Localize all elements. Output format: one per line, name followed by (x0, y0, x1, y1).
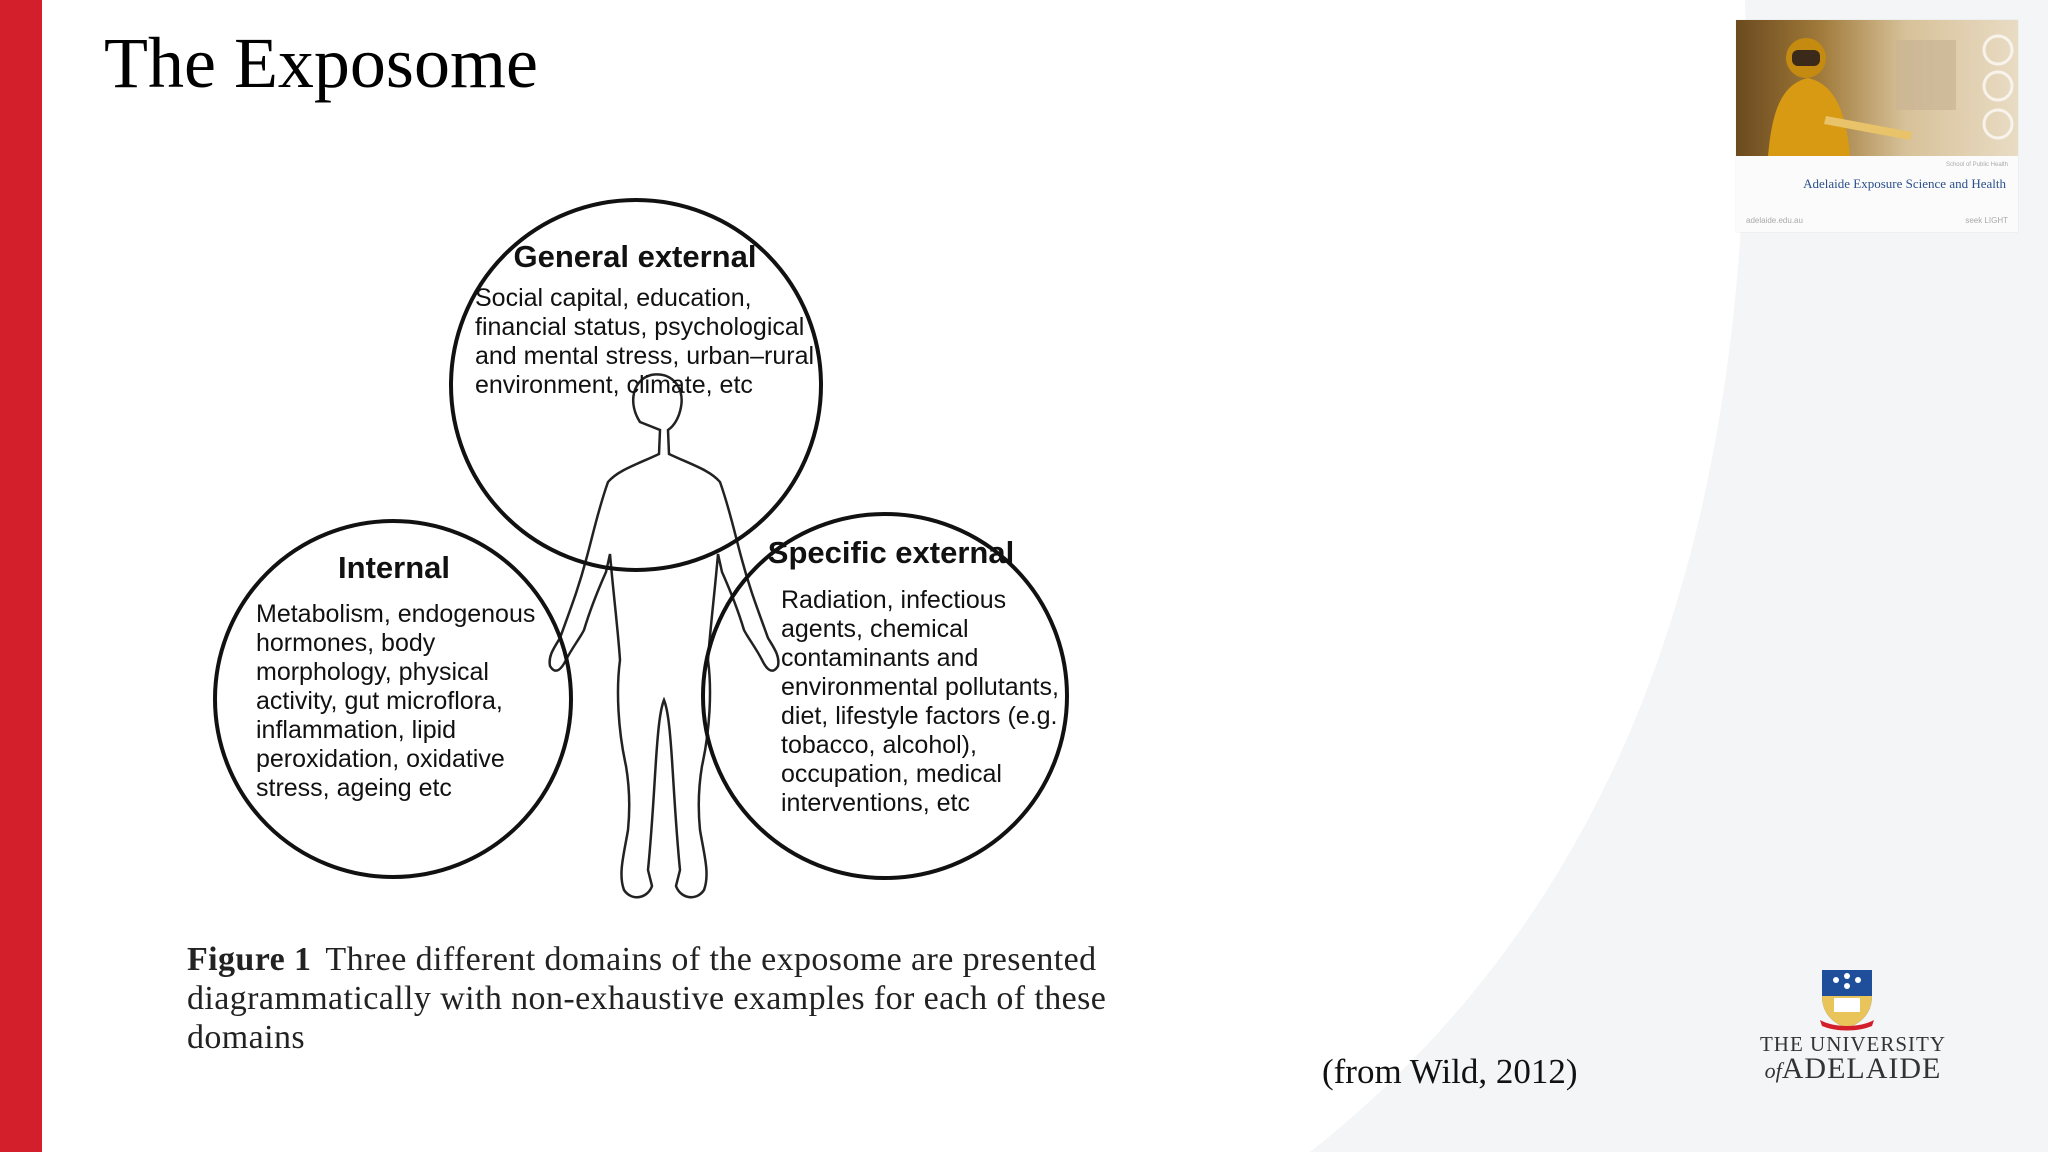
internal-line: activity, gut microflora, (256, 687, 503, 715)
internal-line: peroxidation, oxidative (256, 745, 505, 773)
thumbnail-photo (1736, 20, 2018, 156)
university-name-line2 (1748, 1052, 1958, 1086)
internal-line: stress, ageing etc (256, 774, 452, 802)
general-external-line: Social capital, education, (475, 284, 752, 312)
internal-line: hormones, body (256, 629, 436, 657)
human-figure-outline (550, 374, 779, 897)
specific-external-line: agents, chemical (781, 615, 969, 643)
thumbnail-tiny-text: School of Public Health (1945, 162, 2008, 168)
exposome-diagram (190, 190, 1110, 930)
specific-external-line: occupation, medical (781, 760, 1002, 788)
university-name-line1: THE UNIVERSITY (1759, 1032, 1947, 1056)
related-slide-thumbnail (1736, 20, 2018, 232)
figure-label: Figure 1 (187, 941, 312, 978)
specific-external-line: diet, lifestyle factors (e.g. (781, 702, 1058, 730)
university-crest-icon (1814, 966, 1880, 1032)
citation: (from Wild, 2012) (1322, 1052, 1578, 1091)
hazmat-worker-image (1736, 20, 2018, 156)
thumbnail-url: adelaide.edu.au (1746, 216, 1803, 225)
general-external-line: financial status, psychological (475, 313, 805, 341)
internal-heading: Internal (338, 550, 450, 585)
specific-external-line: contaminants and (781, 644, 979, 672)
university-logo (1740, 962, 1960, 1092)
general-external-line: environment, climate, etc (475, 371, 753, 399)
figure-caption (187, 940, 1127, 1057)
figure-caption-text: Three different domains of the exposome are presented diagrammatically with non-exhaustive examples for each of these domains (187, 941, 1107, 1056)
thumbnail-tagline: seek LIGHT (1965, 216, 2008, 225)
general-external-heading: General external (513, 239, 757, 274)
specific-external-line: interventions, etc (781, 789, 970, 817)
slide-title: The Exposome (104, 23, 538, 103)
internal-line: morphology, physical (256, 658, 489, 686)
thumbnail-caption: Adelaide Exposure Science and Health (1803, 176, 2006, 191)
specific-external-heading: Specific external (767, 535, 1015, 570)
exposome-diagram-svg (190, 190, 1110, 930)
internal-line: inflammation, lipid (256, 716, 457, 744)
specific-external-line: Radiation, infectious (781, 586, 1007, 614)
university-name-adelaide: ADELAIDE (1781, 1052, 1942, 1085)
general-external-line: and mental stress, urban–rural (475, 342, 815, 370)
internal-line: Metabolism, endogenous (256, 600, 536, 628)
specific-external-line: tobacco, alcohol), (781, 731, 977, 759)
university-name-of: of (1764, 1058, 1782, 1083)
specific-external-line: environmental pollutants, (781, 673, 1059, 701)
